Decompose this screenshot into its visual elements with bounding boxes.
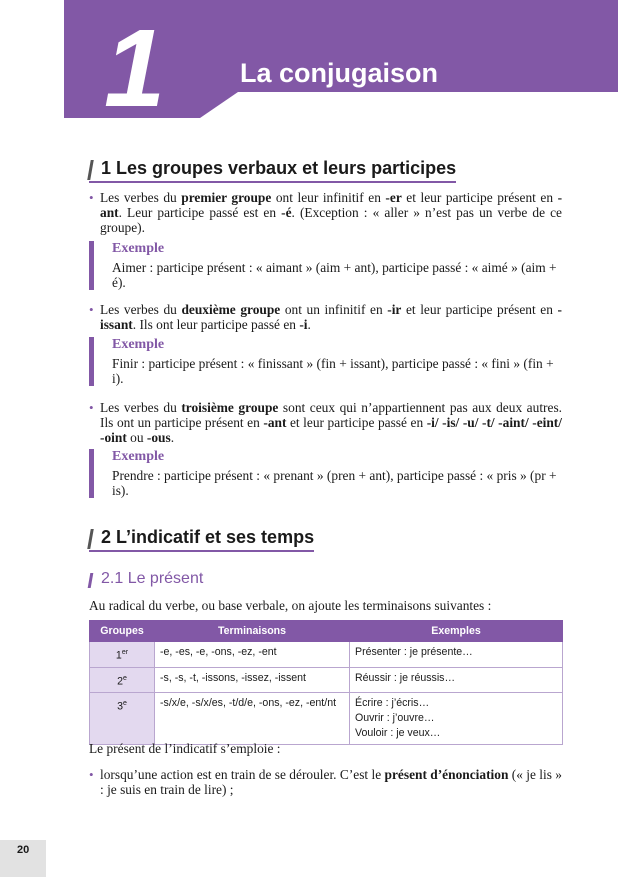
header-notch-bar	[238, 92, 618, 118]
text: Les verbes du	[100, 190, 182, 205]
text: ont leur infinitif en	[271, 190, 386, 205]
section-2-heading	[89, 527, 314, 552]
group-number: 3	[117, 700, 123, 713]
example-label: Exemple	[112, 241, 165, 256]
text: . Leur participe passé est en	[118, 205, 282, 220]
header-exemples: Exemples	[350, 621, 563, 642]
group-suffix: er	[121, 649, 129, 656]
bold-text: premier groupe	[181, 190, 272, 205]
bold-text: -é	[281, 205, 292, 220]
group-cell	[90, 693, 155, 745]
group-cell	[90, 642, 155, 668]
section-1-title: 1 Les groupes verbaux et leurs participes	[101, 158, 457, 178]
group-number: 2	[117, 675, 123, 688]
section-2-title: 2 L’indicatif et ses temps	[101, 527, 315, 547]
heading-marker	[87, 529, 94, 549]
group-suffix: e	[123, 674, 127, 682]
text: .	[307, 317, 311, 332]
section-1-heading	[89, 158, 456, 183]
example-box-group-3	[89, 449, 563, 498]
example-label: Exemple	[112, 449, 165, 464]
heading-marker	[88, 573, 94, 588]
example-line: Ouvrir : j’ouvre…	[355, 712, 435, 725]
bold-text: -issant	[100, 302, 562, 332]
examples-cell	[350, 667, 563, 693]
bold-text: -ir	[387, 302, 402, 317]
bold-text: -ant	[263, 415, 287, 430]
table-row	[90, 642, 563, 668]
text: et leur participe présent en	[401, 190, 558, 205]
example-box-group-1	[89, 241, 563, 290]
subsection-2-1-title: 2.1 Le présent	[101, 570, 204, 587]
group-3-paragraph	[100, 400, 562, 445]
usage-paragraph-1	[100, 767, 562, 797]
bold-text: -ant	[100, 190, 563, 220]
group-cell	[90, 667, 155, 693]
text: et leur participe passé en	[286, 415, 427, 430]
text: lorsqu’une action est en train de se dérouler. C’est le	[100, 767, 385, 782]
table-row	[90, 693, 563, 745]
subsection-2-1-heading	[89, 570, 203, 588]
bold-text: -i/ -is/ -u/ -t/ -aint/ -eint/ -oint	[100, 415, 562, 445]
table-intro: Au radical du verbe, ou base verbale, on ajoute les terminaisons suivantes :	[89, 598, 492, 613]
chapter-number: 1	[104, 7, 166, 130]
text: et leur participe présent en	[401, 302, 558, 317]
example-label: Exemple	[112, 337, 165, 352]
table-header-row	[90, 621, 563, 642]
page-number-tab	[0, 840, 46, 877]
bold-text: deuxième groupe	[181, 302, 281, 317]
heading-marker	[87, 160, 94, 180]
text: Les verbes du	[100, 302, 182, 317]
bold-text: -ous	[146, 430, 171, 445]
endings-cell: -s, -s, -t, -issons, -issez, -issent	[155, 667, 350, 693]
table-row	[90, 667, 563, 693]
example-text: Prendre : participe présent : « prenant » (pren + ant), participe passé : « pris » (pr + is).	[112, 468, 557, 498]
example-line: Réussir : je réussis…	[355, 671, 456, 684]
text: . (Exception : « aller » n’est pas un verbe de ce groupe).	[100, 205, 562, 235]
examples-cell	[350, 693, 563, 745]
bold-text: -er	[385, 190, 402, 205]
page-number: 20	[17, 844, 30, 856]
text: .	[170, 430, 175, 445]
endings-cell: -e, -es, -e, -ons, -ez, -ent	[155, 642, 350, 668]
group-number: 1	[115, 649, 122, 662]
example-line: Présenter : je présente…	[355, 646, 473, 658]
example-line: Écrire : j’écris…	[355, 697, 430, 710]
text: Les verbes du	[100, 400, 182, 415]
endings-cell: -s/x/e, -s/x/es, -t/d/e, -ons, -ez, -ent/nt	[155, 693, 350, 745]
text: . Ils ont leur participe passé en	[132, 317, 300, 332]
bold-text: -i	[299, 317, 308, 332]
examples-cell	[350, 642, 563, 668]
header-notch	[200, 92, 238, 118]
example-box-group-2	[89, 337, 563, 386]
text: ou	[126, 430, 147, 445]
header-terminaisons: Terminaisons	[155, 621, 350, 642]
bold-text: présent d’énonciation	[384, 767, 509, 782]
text: (« je lis » : je suis en train de lire) ;	[100, 767, 562, 797]
example-text: Finir : participe présent : « finissant » (fin + issant), participe passé : « fini » (fin + i).	[112, 356, 554, 386]
chapter-title: La conjugaison	[240, 58, 439, 88]
bold-text: troisième groupe	[181, 400, 279, 415]
header-groupes: Groupes	[90, 621, 155, 642]
group-suffix: e	[123, 700, 127, 708]
text: ont un infinitif en	[280, 302, 388, 317]
usage-intro: Le présent de l’indicatif s’emploie :	[89, 741, 281, 756]
example-line: Vouloir : je veux…	[355, 727, 441, 740]
group-1-paragraph	[100, 190, 562, 235]
example-text: Aimer : participe présent : « aimant » (aim + ant), participe passé : « aimé » (aim + é).	[112, 260, 557, 290]
group-2-paragraph	[100, 302, 562, 332]
conjugation-table	[89, 620, 563, 745]
text: sont ceux qui n’appartiennent pas aux deux autres. Ils ont un participe présent en	[100, 400, 563, 430]
